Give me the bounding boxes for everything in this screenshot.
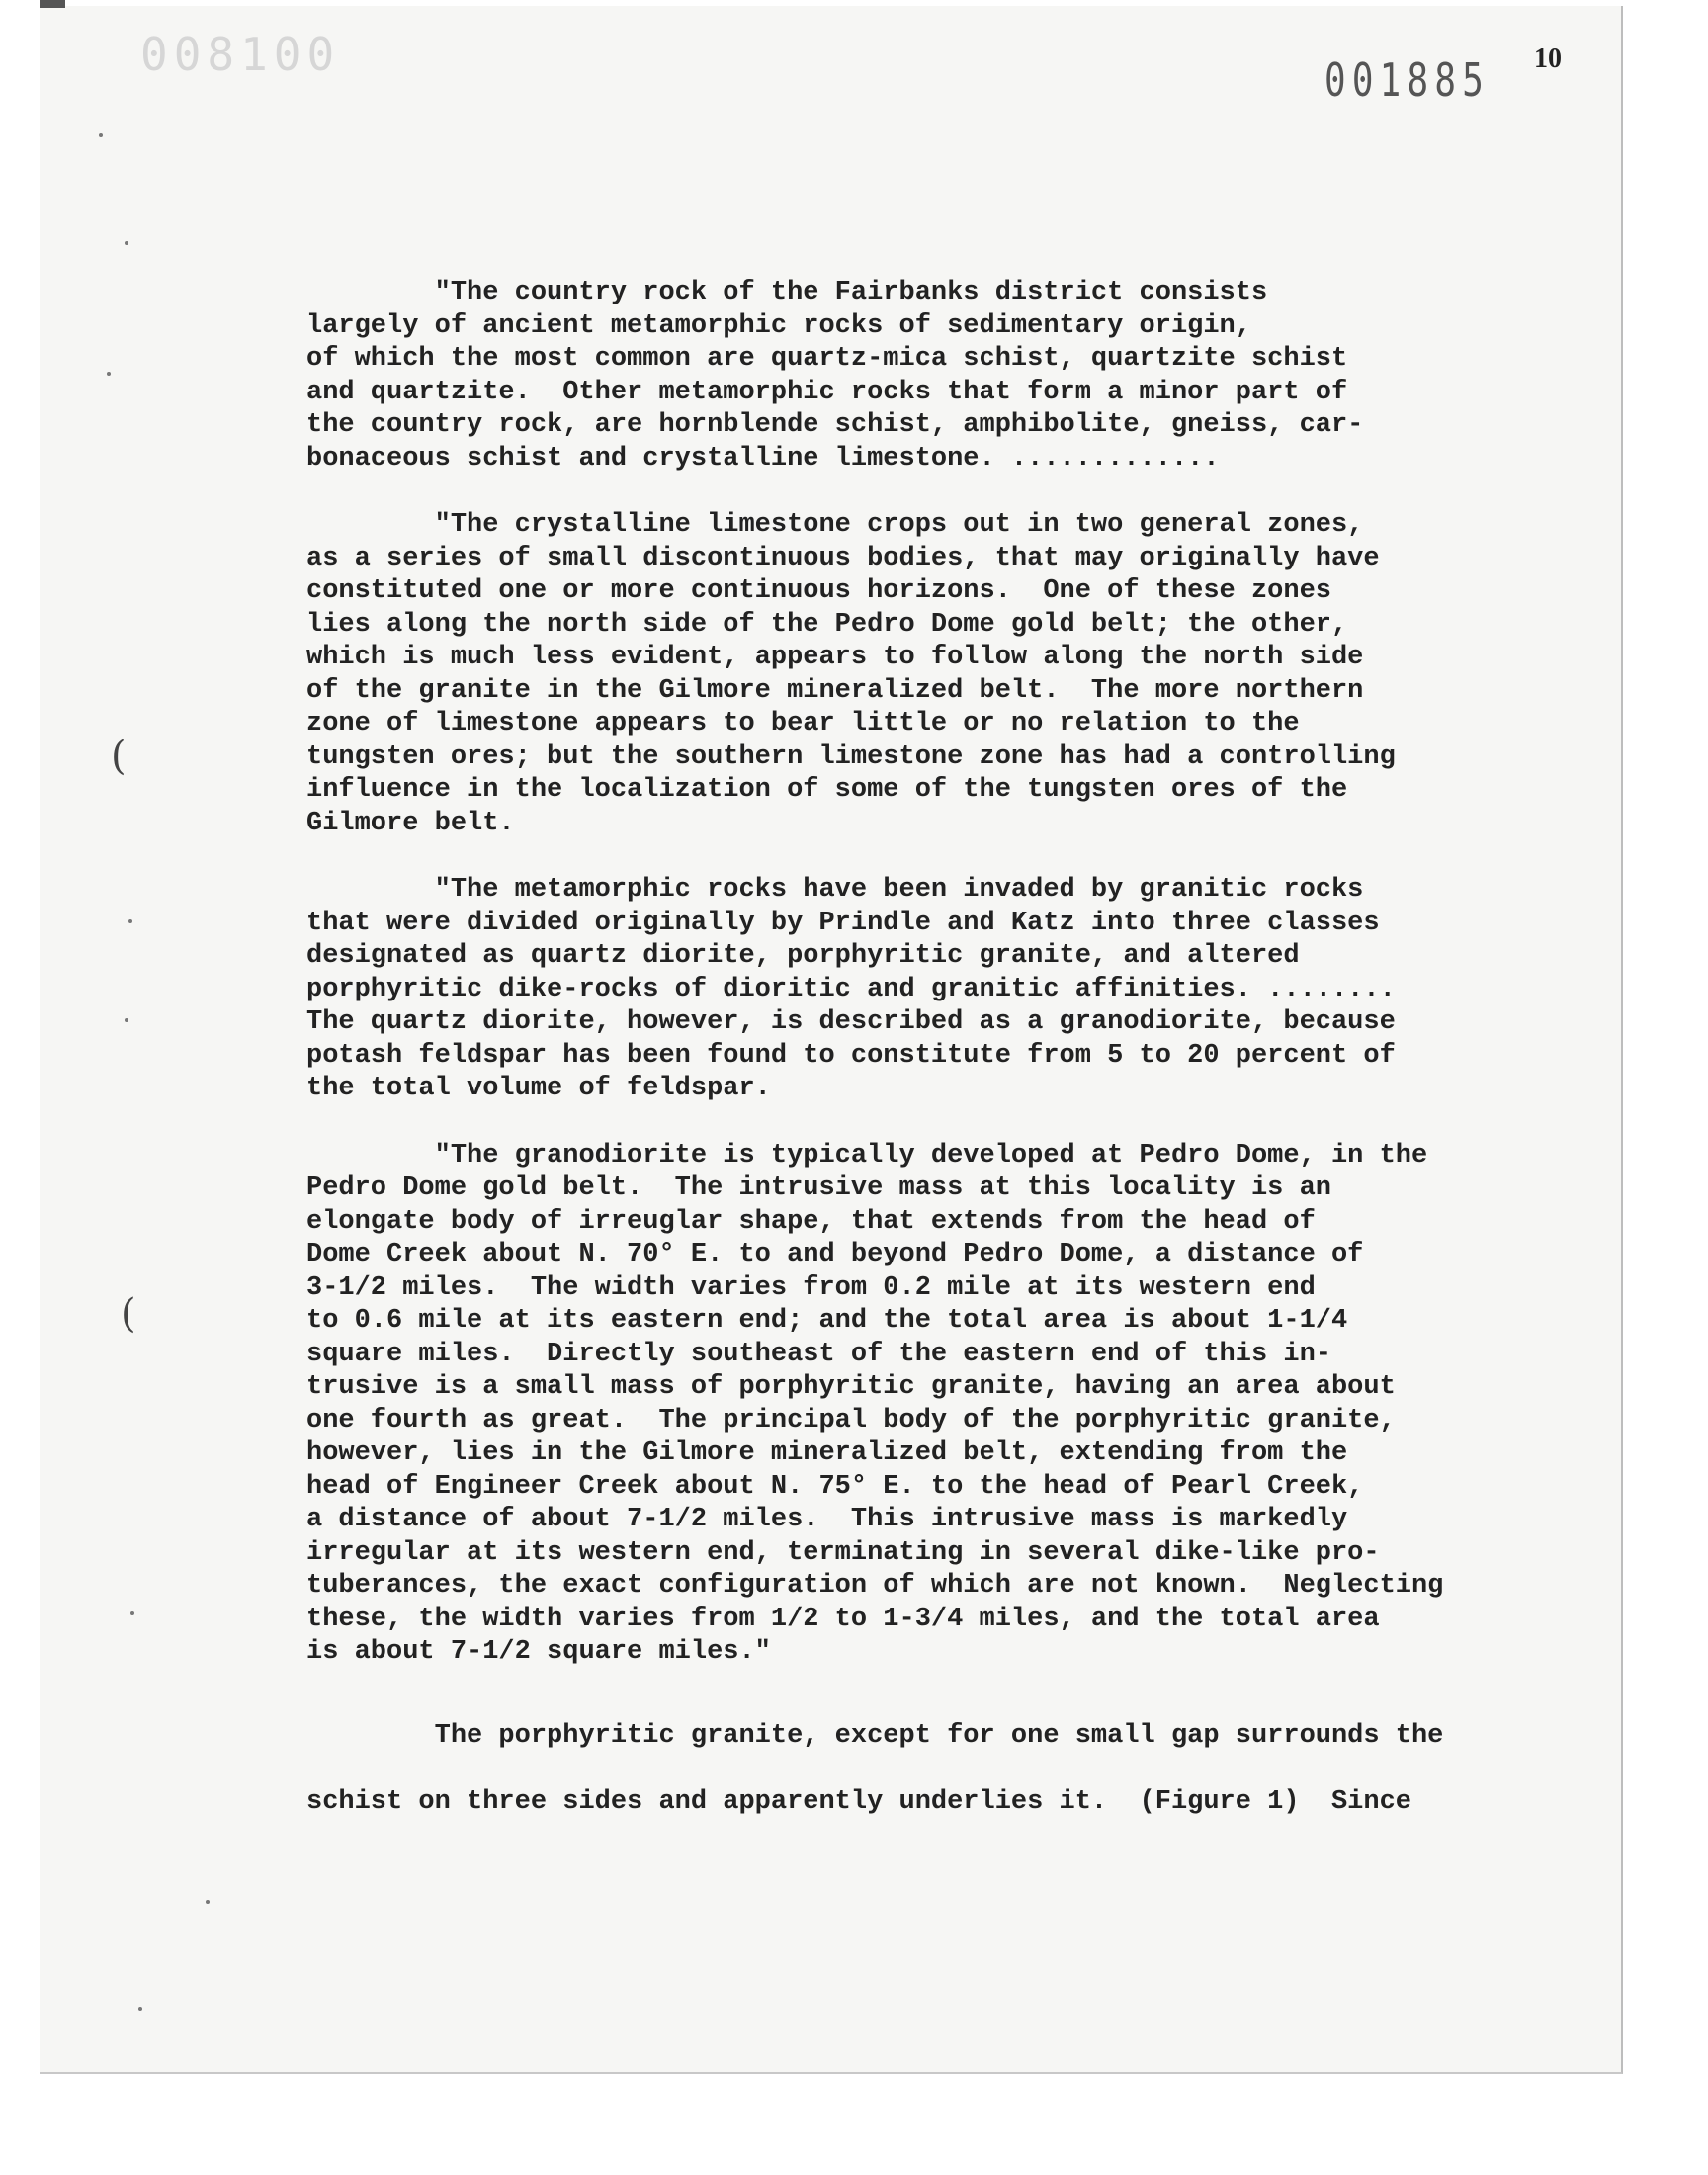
speck bbox=[107, 372, 111, 376]
text-line: these, the width varies from 1/2 to 1-3/4 miles, and the total area bbox=[306, 1604, 1380, 1634]
text-line: irregular at its western end, terminating in several dike-like pro- bbox=[306, 1537, 1380, 1568]
paragraph-country-rock bbox=[306, 277, 1522, 476]
speck bbox=[138, 2007, 142, 2011]
text-line: the total volume of feldspar. bbox=[306, 1074, 771, 1103]
text-line: "The country rock of the Fairbanks district consists bbox=[306, 278, 1268, 307]
text-line: the country rock, are hornblende schist, amphibolite, gneiss, car- bbox=[306, 410, 1364, 440]
text-line: 3-1/2 miles. The width varies from 0.2 mile at its western end bbox=[306, 1272, 1316, 1303]
corner-mark bbox=[40, 0, 65, 8]
text-line: however, lies in the Gilmore mineralized belt, extending from the bbox=[306, 1438, 1348, 1468]
text-line: of which the most common are quartz-mica schist, quartzite schist bbox=[306, 344, 1348, 374]
text-line: to 0.6 mile at its eastern end; and the total area is about 1-1/4 bbox=[306, 1306, 1348, 1336]
text-line: a distance of about 7-1/2 miles. This intrusive mass is markedly bbox=[306, 1505, 1348, 1534]
text-line: influence in the localization of some of the tungsten ores of the bbox=[306, 775, 1348, 805]
text-line: that were divided originally by Prindle and Katz into three classes bbox=[306, 908, 1380, 938]
text-line: is about 7-1/2 square miles." bbox=[306, 1637, 771, 1667]
text-line: lies along the north side of the Pedro Dome gold belt; the other, bbox=[306, 609, 1348, 640]
text-line: schist on three sides and apparently underlies it. (Figure 1) Since bbox=[306, 1786, 1411, 1817]
text-line: designated as quartz diorite, porphyritic granite, and altered bbox=[306, 941, 1300, 971]
faint-stamp-number: 008100 bbox=[140, 28, 341, 81]
text-line: of the granite in the Gilmore mineralized belt. The more northern bbox=[306, 675, 1364, 706]
text-line: square miles. Directly southeast of the eastern end of this in- bbox=[306, 1339, 1331, 1369]
paragraph-crystalline-limestone bbox=[306, 509, 1522, 840]
speck bbox=[99, 133, 103, 137]
text-line: Pedro Dome gold belt. The intrusive mass at this locality is an bbox=[306, 1174, 1331, 1203]
text-line: Gilmore belt. bbox=[306, 808, 515, 838]
body-text bbox=[306, 277, 1522, 1870]
margin-parenthesis-mark: ( bbox=[121, 1291, 136, 1337]
speck bbox=[206, 1900, 210, 1904]
speck bbox=[125, 1018, 128, 1022]
paragraph-granodiorite bbox=[306, 1140, 1522, 1670]
text-line: bonaceous schist and crystalline limestone. ............. bbox=[306, 443, 1220, 474]
text-line: head of Engineer Creek about N. 75° E. to the head of Pearl Creek, bbox=[306, 1471, 1364, 1502]
text-line: trusive is a small mass of porphyritic granite, having an area about bbox=[306, 1372, 1396, 1402]
text-line: The quartz diorite, however, is described as a granodiorite, because bbox=[306, 1007, 1396, 1037]
text-line: zone of limestone appears to bear little or no relation to the bbox=[306, 709, 1300, 739]
text-line: largely of ancient metamorphic rocks of sedimentary origin, bbox=[306, 310, 1251, 341]
document-stamp-number: 001885 bbox=[1324, 53, 1491, 107]
text-line: elongate body of irreuglar shape, that extends from the head of bbox=[306, 1206, 1316, 1237]
text-line: one fourth as great. The principal body of the porphyritic granite, bbox=[306, 1405, 1396, 1436]
text-line: as a series of small discontinuous bodies, that may originally have bbox=[306, 543, 1380, 573]
text-line: "The crystalline limestone crops out in two general zones, bbox=[306, 510, 1364, 540]
text-line: "The metamorphic rocks have been invaded by granitic rocks bbox=[306, 875, 1364, 905]
text-line: Dome Creek about N. 70° E. to and beyond Pedro Dome, a distance of bbox=[306, 1240, 1364, 1269]
page-number: 10 bbox=[1534, 44, 1562, 74]
paragraph-granitic-rocks bbox=[306, 874, 1522, 1106]
margin-parenthesis-mark: ( bbox=[111, 734, 127, 779]
text-line: tungsten ores; but the southern limestone zone has had a controlling bbox=[306, 741, 1396, 772]
text-line: The porphyritic granite, except for one small gap surrounds the bbox=[306, 1720, 1444, 1751]
text-line: constituted one or more continuous horizons. One of these zones bbox=[306, 576, 1331, 606]
text-line: potash feldspar has been found to constitute from 5 to 20 percent of bbox=[306, 1040, 1396, 1071]
speck bbox=[130, 1611, 134, 1615]
text-line: tuberances, the exact configuration of which are not known. Neglecting bbox=[306, 1571, 1444, 1601]
text-line: "The granodiorite is typically developed at Pedro Dome, in the bbox=[306, 1140, 1428, 1171]
text-line: which is much less evident, appears to follow along the north side bbox=[306, 643, 1364, 672]
speck bbox=[125, 241, 128, 245]
text-line: and quartzite. Other metamorphic rocks that form a minor part of bbox=[306, 377, 1348, 407]
text-line: porphyritic dike-rocks of dioritic and granitic affinities. ........ bbox=[306, 974, 1396, 1004]
paragraph-porphyritic-granite bbox=[306, 1703, 1522, 1836]
speck bbox=[128, 919, 132, 923]
